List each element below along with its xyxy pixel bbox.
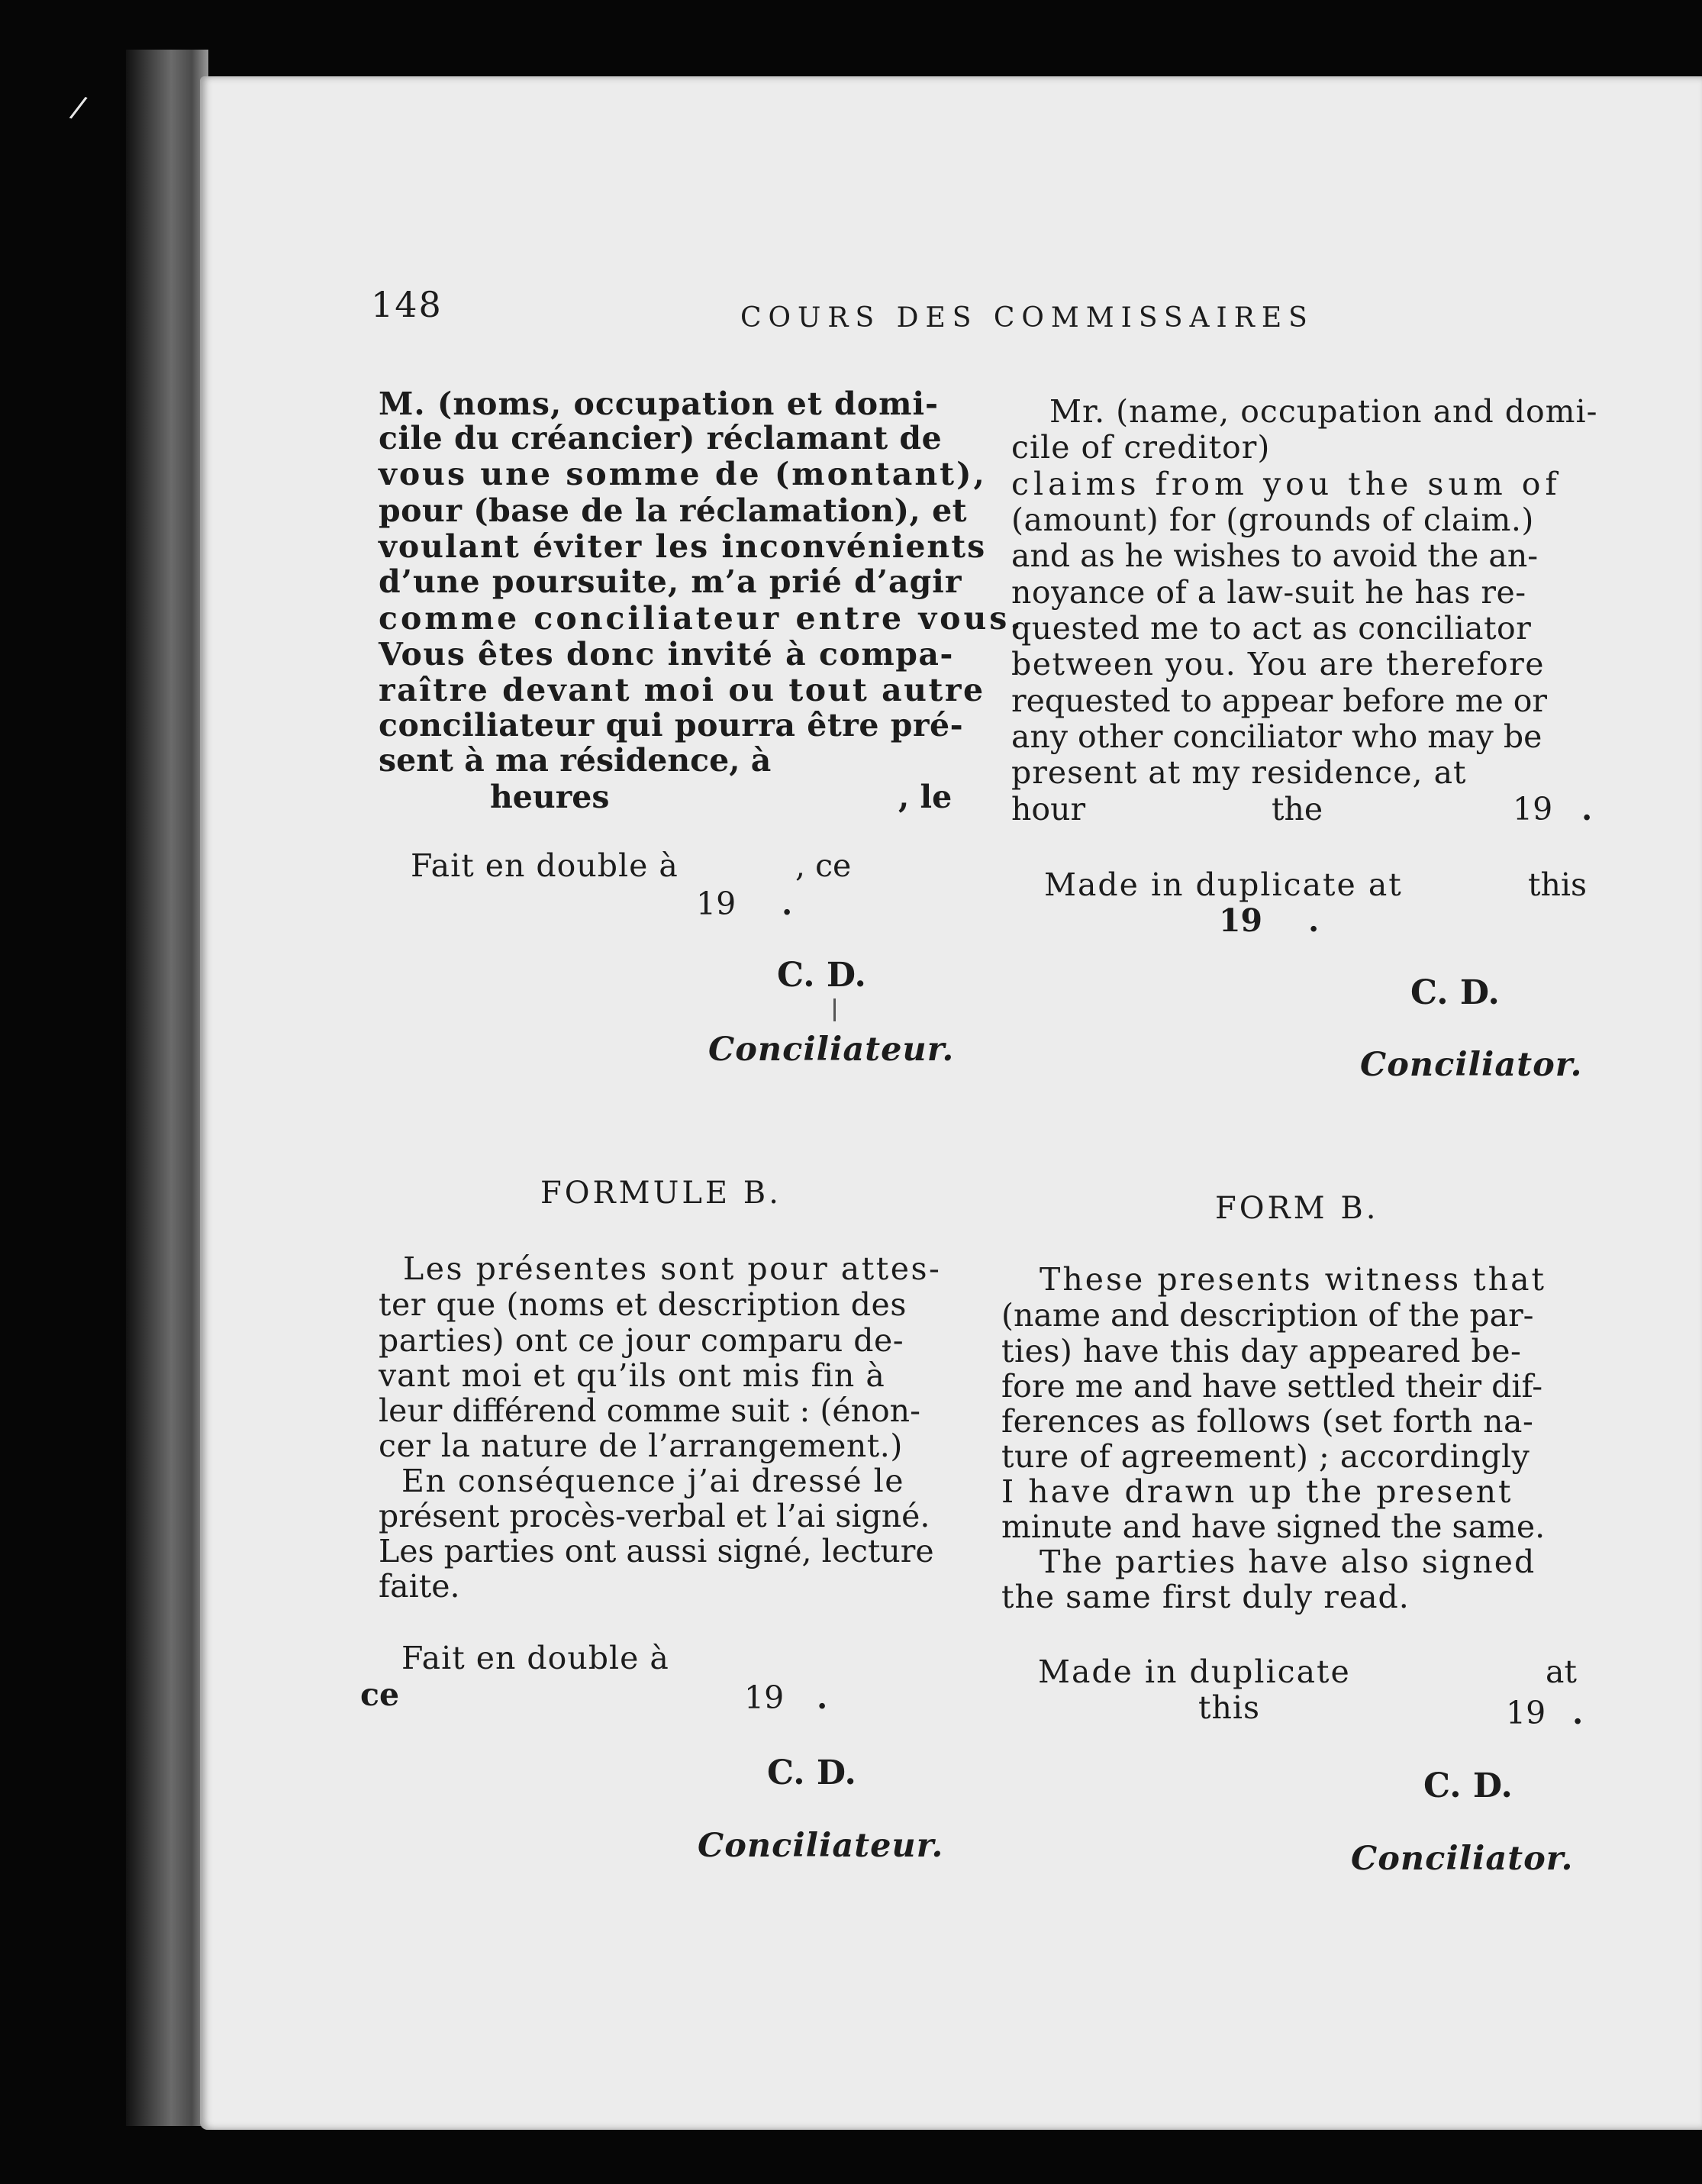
form-b-fr-year-dot: .: [817, 1679, 828, 1716]
form-a-en-line: quested me to act as conciliator: [1011, 610, 1532, 647]
form-b-fr-heading: FORMULE B.: [540, 1176, 782, 1211]
form-b-en-line: ferences as follows (set forth na-: [1001, 1403, 1534, 1440]
form-b-fr-line: En conséquence j’ai dressé le: [401, 1463, 905, 1499]
form-a-fr-line: sent à ma résidence, à: [379, 742, 772, 779]
form-a-fr-line: pour (base de la réclamation), et: [379, 492, 968, 529]
form-a-en-line: between you. You are therefore: [1011, 646, 1546, 682]
form-a-en-year: 19: [1219, 902, 1263, 939]
form-a-en-line: and as he wishes to avoid the an-: [1011, 537, 1539, 574]
form-a-en-made-this: this: [1528, 866, 1588, 903]
form-a-fr-line: cile du créancier) réclamant de: [379, 420, 943, 456]
form-a-fr-line: vous une somme de (montant),: [379, 456, 987, 492]
book-page: [200, 76, 1702, 2130]
form-b-fr-line: Les présentes sont pour attes-: [403, 1250, 942, 1287]
running-title: COURS DES COMMISSAIRES: [740, 302, 1314, 334]
form-a-fr-line: Vous êtes donc invité à compa-: [379, 636, 954, 673]
form-a-fr-line: voulant éviter les inconvénients: [379, 528, 987, 565]
form-a-en-line: any other conciliator who may be: [1011, 718, 1542, 755]
form-a-en-line: requested to appear before me or: [1011, 682, 1548, 719]
form-a-en-line: present at my residence, at: [1011, 754, 1467, 791]
form-b-en-at: at: [1546, 1653, 1577, 1690]
form-b-fr-title: Conciliateur.: [698, 1827, 944, 1865]
form-b-fr-line: leur différend comme suit : (énon-: [379, 1392, 920, 1429]
form-b-fr-ce: ce: [360, 1676, 400, 1713]
form-a-en-line: Mr. (name, occupation and domi-: [1049, 393, 1598, 430]
form-a-en-hour: hour: [1011, 791, 1086, 827]
form-a-fr-line: conciliateur qui pourra être pré-: [379, 707, 964, 744]
form-b-fr-signature: C. D.: [767, 1753, 856, 1792]
form-b-fr-line: Les parties ont aussi signé, lecture: [379, 1533, 934, 1569]
form-b-en-line: (name and description of the par-: [1001, 1297, 1534, 1334]
form-b-en-line: ture of agreement) ; accordingly: [1001, 1438, 1530, 1475]
form-b-fr-line: vant moi et qu’ils ont mis fin à: [379, 1357, 885, 1394]
form-b-en-made-line: Made in duplicate: [1038, 1653, 1351, 1690]
form-a-fr-line: M. (noms, occupation et domi-: [379, 386, 940, 422]
form-a-en-year-line: 19: [1513, 791, 1553, 827]
form-a-fr-year: 19: [696, 886, 737, 922]
form-a-en-line: (amount) for (grounds of claim.): [1011, 502, 1534, 538]
form-a-fr-year-dot: .: [782, 886, 793, 922]
form-b-en-this: this: [1198, 1689, 1261, 1726]
scan-mark: /: [67, 89, 89, 126]
form-b-en-line: ties) have this day appeared be-: [1001, 1333, 1522, 1369]
form-b-fr-line: faite.: [379, 1568, 460, 1605]
form-a-en-line: cile of creditor): [1011, 429, 1271, 466]
form-b-en-year-dot: .: [1572, 1695, 1584, 1731]
form-b-fr-line: cer la nature de l’arrangement.): [379, 1428, 903, 1464]
form-b-en-line: I have drawn up the present: [1001, 1473, 1513, 1510]
form-b-en-title: Conciliator.: [1351, 1840, 1574, 1878]
form-a-fr-title: Conciliateur.: [708, 1031, 955, 1069]
form-b-fr-line: ter que (noms et description des: [379, 1286, 907, 1323]
form-a-en-the: the: [1272, 791, 1323, 827]
book-spine: [126, 50, 208, 2126]
form-a-fr-made-line: Fait en double à: [411, 847, 679, 884]
form-a-en-year-line-dot: .: [1581, 791, 1593, 827]
form-b-en-signature: C. D.: [1423, 1766, 1513, 1805]
form-a-en-signature: C. D.: [1410, 973, 1500, 1012]
signature-stroke: [833, 998, 836, 1021]
form-a-en-line: claims from you the sum of: [1011, 466, 1562, 502]
form-a-fr-line: d’une poursuite, m’a prié d’agir: [379, 563, 962, 600]
form-a-en-made-dot: .: [1308, 902, 1320, 939]
form-a-en-line: noyance of a law-suit he has re-: [1011, 574, 1526, 611]
form-b-fr-line: présent procès-verbal et l’ai signé.: [379, 1498, 930, 1534]
form-b-en-line: The parties have also signed: [1040, 1544, 1536, 1580]
form-b-en-heading: FORM B.: [1215, 1191, 1379, 1226]
form-a-fr-line: comme conciliateur entre vous.: [379, 600, 1024, 637]
form-b-fr-made-line: Fait en double à: [401, 1640, 669, 1676]
form-b-fr-year: 19: [744, 1679, 785, 1716]
form-a-en-title: Conciliator.: [1360, 1046, 1583, 1084]
form-b-en-line: These presents witness that: [1040, 1261, 1546, 1298]
form-b-fr-line: parties) ont ce jour comparu de-: [379, 1322, 904, 1359]
form-b-en-line: fore me and have settled their dif-: [1001, 1368, 1543, 1405]
form-a-en-made-line: Made in duplicate at: [1044, 866, 1403, 903]
page-number: 148: [371, 284, 443, 325]
form-a-fr-signature: C. D.: [777, 956, 866, 995]
form-b-en-line: minute and have signed the same.: [1001, 1508, 1546, 1545]
form-a-fr-line: raître devant moi ou tout autre: [379, 672, 985, 708]
form-a-fr-le: , le: [898, 779, 953, 815]
form-a-fr-hours: heures: [490, 779, 610, 815]
form-b-en-line: the same first duly read.: [1001, 1579, 1410, 1615]
form-b-en-year: 19: [1506, 1695, 1546, 1731]
form-a-fr-made-ce: , ce: [795, 847, 852, 884]
